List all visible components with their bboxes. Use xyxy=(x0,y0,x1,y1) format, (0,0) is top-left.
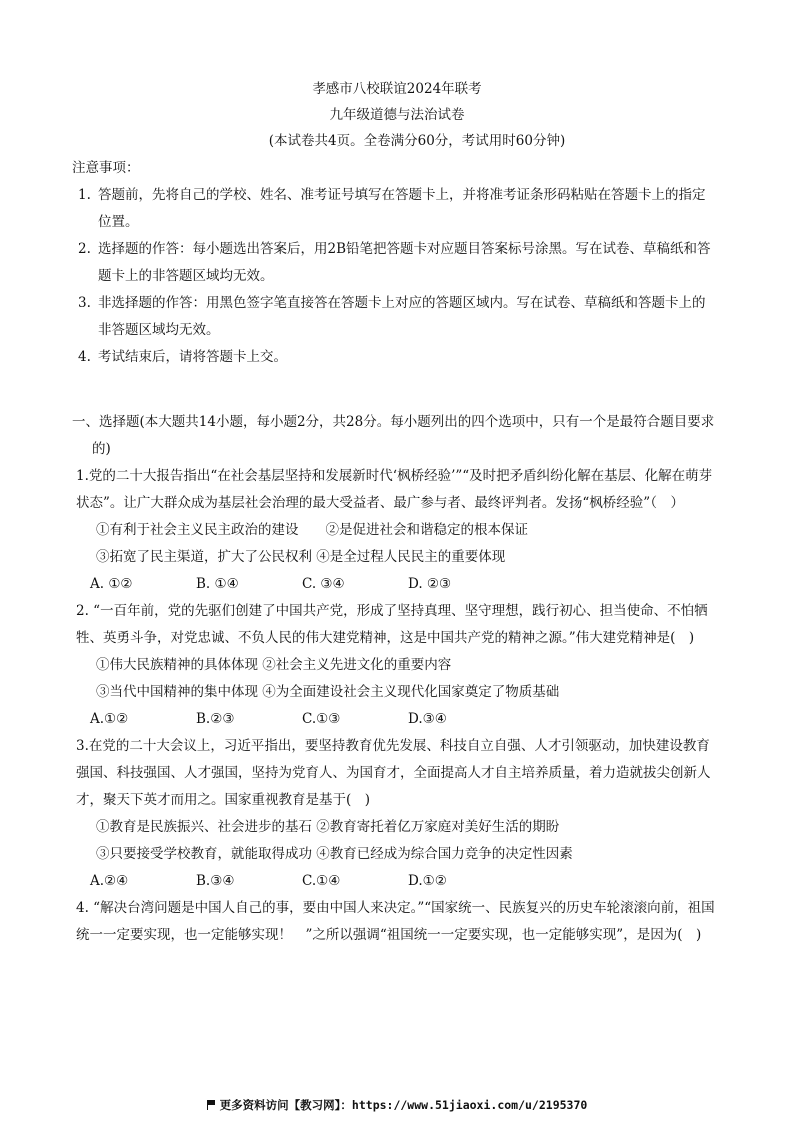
footer-text[interactable]: 更多资料访问【教习网】：https://www.51jiaoxi.com/u/2195370 xyxy=(219,1098,588,1112)
choice-d: D.③④ xyxy=(408,711,447,727)
choice-c: C.①③ xyxy=(302,711,341,727)
exam-header xyxy=(0,76,794,154)
option-line: ①伟大民族精神的具体体现 ②社会主义先进文化的重要内容 xyxy=(96,657,452,673)
exam-content xyxy=(72,155,718,949)
answer-choices xyxy=(76,868,718,895)
notice-item-text: 选择题的作答：每小题选出答案后，用2B铅笔把答题卡对应题目答案标号涂黑。写在试卷、草稿纸和答题卡上的非答题区域均无效。 xyxy=(98,241,711,284)
choice-b: B.②③ xyxy=(196,711,235,727)
notice-item xyxy=(78,344,718,371)
notice-item xyxy=(78,290,718,344)
question-1 xyxy=(76,463,718,598)
choice-d: D.①② xyxy=(408,873,447,889)
choice-c: C.①④ xyxy=(302,873,341,889)
choice-b: B. ①④ xyxy=(196,576,239,592)
flag-icon xyxy=(207,1100,216,1110)
notice-item-text: 答题前，先将自己的学校、姓名、准考证号填写在答题卡上，并将准考证条形码粘贴在答题卡上的指定位置。 xyxy=(98,187,706,230)
exam-title: 孝感市八校联谊2024年联考 xyxy=(312,81,482,97)
option-line: ③只要接受学校教育，就能取得成功 ④教育已经成为综合国力竞争的决定性因素 xyxy=(96,846,573,862)
exam-info: (本试卷共4页。全卷满分60分，考试用时60分钟) xyxy=(268,133,566,149)
option-line: ①教育是民族振兴、社会进步的基石 ②教育寄托着亿万家庭对美好生活的期盼 xyxy=(96,819,560,835)
choice-c: C. ③④ xyxy=(302,576,345,592)
answer-choices xyxy=(76,571,718,598)
notice-item-text: 考试结束后，请将答题卡上交。 xyxy=(98,349,287,365)
question-4 xyxy=(76,895,718,949)
question-3 xyxy=(76,733,718,895)
notice-item-number: 3. xyxy=(78,295,91,311)
notice-heading: 注意事项： xyxy=(72,160,140,176)
choice-a: A. ①② xyxy=(90,576,133,592)
exam-subtitle: 九年级道德与法治试卷 xyxy=(329,107,465,123)
option-line: ③拓宽了民主渠道，扩大了公民权利 ④是全过程人民民主的重要体现 xyxy=(96,549,506,565)
notice-item-number: 2. xyxy=(78,241,91,257)
notice-item-text: 非选择题的作答：用黑色签字笔直接答在答题卡上对应的答题区域内。写在试卷、草稿纸和答题卡上的非答题区域均无效。 xyxy=(98,295,706,338)
footer-link[interactable] xyxy=(0,1096,794,1114)
question-stem: 1.党的二十大报告指出“在社会基层坚持和发展新时代‘枫桥经验’”“及时把矛盾纠纷化解在基层、化解在萌芽状态”。让广大群众成为基层社会治理的最大受益者、最广参与者、最终评判者。发扬“枫桥经验”（ ） xyxy=(76,468,713,511)
question-stem: 4. “解决台湾问题是中国人自己的事，要由中国人来决定。”“国家统一、民族复兴的历史车轮滚滚向前，祖国统一一定要实现，也一定能够实现！ ”之所以强调“祖国统一一定要实现，也一定能够实现”，是因为( ) xyxy=(76,900,715,943)
option-line: ①有利于社会主义民主政治的建设 ②是促进社会和谐稳定的根本保证 xyxy=(96,522,528,538)
question-stem: 3.在党的二十大会议上，习近平指出，要坚持教育优先发展、科技自立自强、人才引领驱动，加快建设教育强国、科技强国、人才强国，坚持为党育人、为国育才，全面提高人才自主培养质量，着力造就拔尖创新人才，聚天下英才而用之。国家重视教育是基于( ) xyxy=(76,738,711,808)
choice-b: B.③④ xyxy=(196,873,235,889)
answer-choices xyxy=(76,706,718,733)
section-title: 一、选择题(本大题共14小题，每小题2分，共28分。每小题列出的四个选项中，只有一个是最符合题目要求的) xyxy=(72,414,715,457)
notice-item-number: 1. xyxy=(78,187,91,203)
choice-a: A.①② xyxy=(90,711,129,727)
question-stem: 2. “一百年前，党的先驱们创建了中国共产党，形成了坚持真理、坚守理想，践行初心、担当使命、不怕牺牲、英勇斗争，对党忠诚、不负人民的伟大建党精神，这是中国共产党的精神之源。”伟大建党精神是( ) xyxy=(76,603,708,646)
notice-item xyxy=(78,182,718,236)
choice-a: A.②④ xyxy=(90,873,129,889)
option-line: ③当代中国精神的集中体现 ④为全面建设社会主义现代化国家奠定了物质基础 xyxy=(96,684,560,700)
notice-item-number: 4. xyxy=(78,349,91,365)
notice-item xyxy=(78,236,718,290)
question-2 xyxy=(76,598,718,733)
choice-d: D. ②③ xyxy=(408,576,452,592)
